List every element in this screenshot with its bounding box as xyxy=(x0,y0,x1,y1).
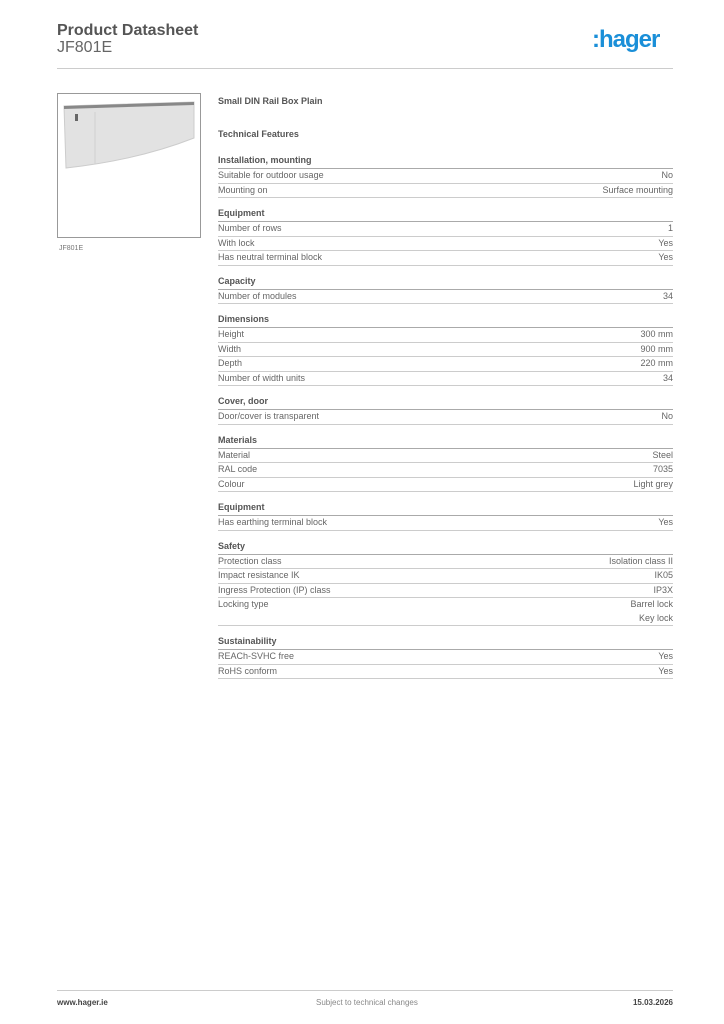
spec-row xyxy=(218,569,673,584)
spec-section xyxy=(218,501,673,531)
spec-value: Light grey xyxy=(633,478,673,489)
product-code: JF801E xyxy=(57,39,113,56)
spec-value: IK05 xyxy=(654,570,673,580)
header-divider xyxy=(57,68,673,69)
product-name: Small DIN Rail Box Plain xyxy=(218,96,323,106)
section-heading: Dimensions xyxy=(218,313,673,328)
section-heading: Cover, door xyxy=(218,395,673,410)
spec-value: 7035 xyxy=(652,464,673,474)
spec-label: Protection class xyxy=(218,555,282,566)
spec-row xyxy=(218,184,673,199)
spec-row xyxy=(218,237,673,252)
spec-row xyxy=(218,343,673,358)
spec-row xyxy=(218,665,673,680)
spec-value: Surface mounting xyxy=(602,184,673,195)
spec-section xyxy=(218,154,673,198)
spec-row xyxy=(218,598,673,626)
spec-label: RoHS conform xyxy=(218,665,278,676)
section-heading: Installation, mounting xyxy=(218,154,673,169)
technical-features-heading: Technical Features xyxy=(218,129,299,139)
spec-value: 300 mm xyxy=(640,329,673,339)
spec-sections xyxy=(218,154,673,679)
spec-value: Yes xyxy=(658,517,673,527)
image-caption: JF801E xyxy=(59,245,84,252)
spec-label: Material xyxy=(218,449,251,460)
spec-row xyxy=(218,410,673,425)
footer-note: Subject to technical changes xyxy=(316,998,418,1007)
spec-label: Number of modules xyxy=(218,290,297,301)
spec-row xyxy=(218,555,673,570)
spec-row xyxy=(218,251,673,266)
spec-value: 34 xyxy=(662,372,673,383)
spec-label: RAL code xyxy=(218,464,258,474)
spec-row xyxy=(218,449,673,464)
spec-value: No xyxy=(661,411,673,421)
spec-row xyxy=(218,463,673,478)
spec-label: Has earthing terminal block xyxy=(218,517,328,527)
spec-section xyxy=(218,313,673,386)
spec-row xyxy=(218,584,673,599)
spec-value: IP3X xyxy=(653,584,673,595)
spec-label: Locking type xyxy=(218,599,269,609)
section-heading: Equipment xyxy=(218,501,673,516)
spec-label: Impact resistance IK xyxy=(218,570,300,580)
spec-label: REACh-SVHC free xyxy=(218,651,295,661)
section-heading: Equipment xyxy=(218,207,673,222)
section-heading: Sustainability xyxy=(218,635,673,650)
spec-row xyxy=(218,372,673,387)
spec-value: 900 mm xyxy=(640,343,673,354)
spec-label: Suitable for outdoor usage xyxy=(218,170,324,180)
spec-value: Yes xyxy=(658,237,673,248)
spec-value: 34 xyxy=(662,290,673,301)
spec-section xyxy=(218,395,673,425)
spec-section xyxy=(218,635,673,679)
section-heading: Safety xyxy=(218,540,673,555)
spec-label: Door/cover is transparent xyxy=(218,411,320,421)
spec-label: With lock xyxy=(218,237,255,248)
spec-label: Number of rows xyxy=(218,223,282,233)
spec-value: Yes xyxy=(658,252,673,262)
footer-website[interactable]: www.hager.ie xyxy=(57,998,108,1007)
spec-section xyxy=(218,540,673,627)
spec-row xyxy=(218,516,673,531)
spec-label: Colour xyxy=(218,478,245,489)
spec-row xyxy=(218,222,673,237)
spec-value: Steel xyxy=(652,449,673,460)
spec-row xyxy=(218,328,673,343)
spec-section xyxy=(218,434,673,493)
spec-label: Mounting on xyxy=(218,184,268,195)
spec-row xyxy=(218,169,673,184)
product-image xyxy=(57,93,201,238)
spec-content xyxy=(218,96,673,688)
spec-value: Yes xyxy=(658,651,673,661)
spec-label: Ingress Protection (IP) class xyxy=(218,584,331,595)
spec-label: Number of width units xyxy=(218,372,306,383)
spec-label: Depth xyxy=(218,358,243,368)
spec-value: 220 mm xyxy=(640,358,673,368)
footer-divider xyxy=(57,990,673,991)
spec-label: Has neutral terminal block xyxy=(218,252,323,262)
spec-section xyxy=(218,207,673,266)
spec-label: Height xyxy=(218,329,245,339)
section-heading: Capacity xyxy=(218,275,673,290)
spec-value: Barrel lock Key lock xyxy=(630,599,673,623)
hager-logo: :hager xyxy=(592,26,660,53)
spec-label: Width xyxy=(218,343,242,354)
spec-row xyxy=(218,478,673,493)
spec-section xyxy=(218,275,673,305)
spec-row xyxy=(218,290,673,305)
page-title: Product Datasheet xyxy=(57,22,199,39)
spec-row xyxy=(218,650,673,665)
section-heading: Materials xyxy=(218,434,673,449)
spec-value: No xyxy=(661,170,673,180)
spec-value: 1 xyxy=(667,223,673,233)
spec-value: Yes xyxy=(658,665,673,676)
spec-value: Isolation class II xyxy=(608,555,673,566)
footer-date: 15.03.2026 xyxy=(632,998,673,1007)
spec-row xyxy=(218,357,673,372)
